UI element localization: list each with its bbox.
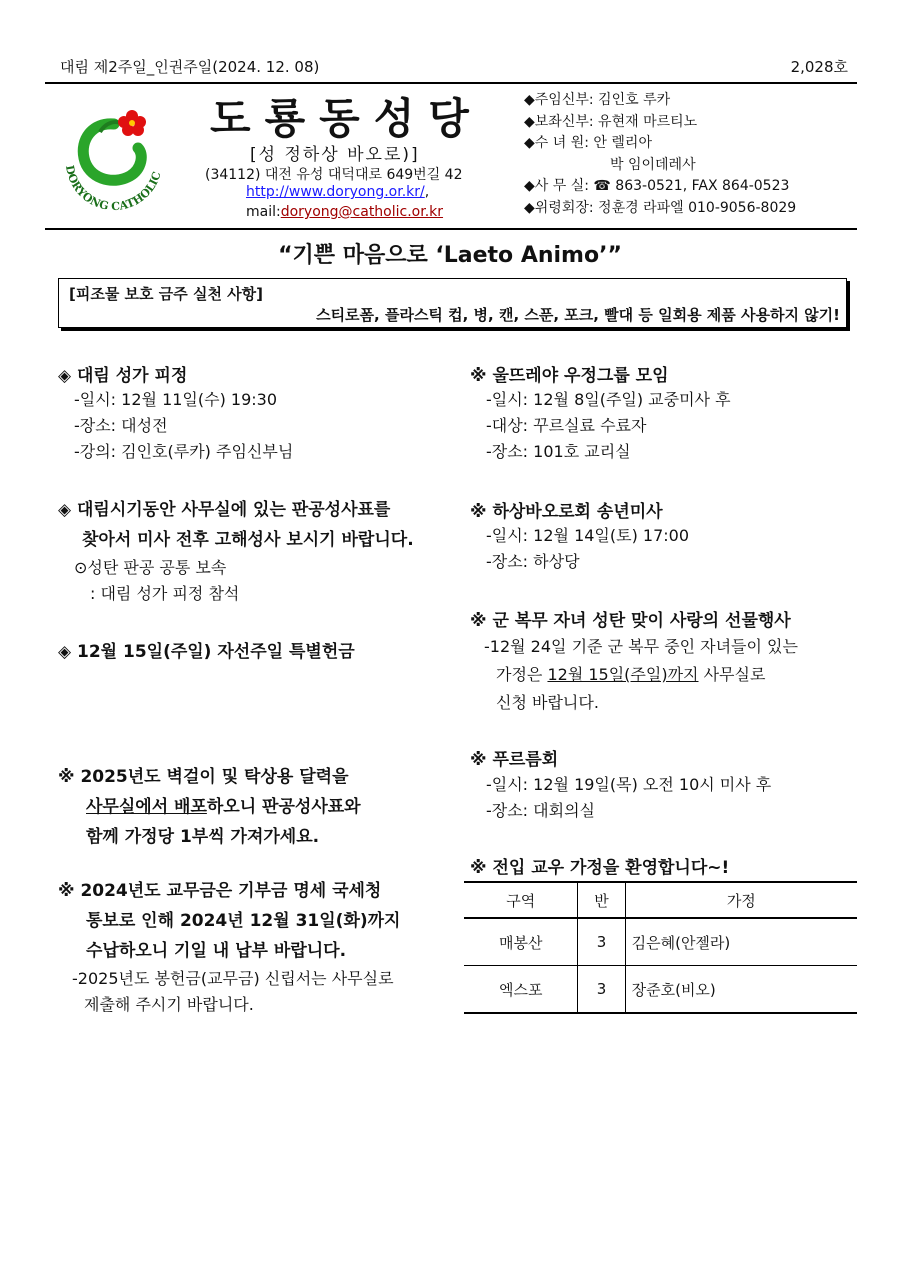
website-link[interactable]: http://www.doryong.or.kr/ — [246, 184, 425, 200]
left-s1-title: ◈ 대림 성가 피정 — [58, 366, 188, 386]
staff-list — [524, 90, 796, 219]
issue-number: 2,028호 — [790, 58, 848, 76]
parish-address: (34112) 대전 유성 대덕대로 649번길 42 — [205, 167, 463, 183]
right-s5-title: ※ 전입 교우 가정을 환영합니다~! — [470, 858, 730, 878]
staff-sisters: ◆수 녀 원: 안 렐리아 — [524, 135, 652, 151]
right-s4-title: ※ 푸르름회 — [470, 750, 559, 770]
svg-text:DORYONG CATHOLIC: DORYONG CATHOLIC — [62, 164, 164, 214]
left-s5-body: -2025년도 봉헌금(교무금) 신립서는 사무실로 제출해 주시기 바랍니다. — [72, 969, 394, 1014]
table-cell: 매봉산 — [464, 918, 578, 966]
table-header-cell: 가정 — [625, 882, 857, 918]
table-row — [464, 966, 857, 1014]
table-cell: 엑스포 — [464, 966, 578, 1014]
website-suffix: , — [424, 184, 430, 200]
right-s3-title: ※ 군 복무 자녀 성탄 맞이 사랑의 선물행사 — [470, 611, 791, 631]
motto: “기쁜 마음으로 ‘Laeto Animo’” — [278, 243, 622, 268]
notice-title: [피조물 보호 금주 실천 사항] — [69, 285, 263, 303]
website-line — [246, 184, 429, 200]
staff-assistant: ◆보좌신부: 유현재 마르티노 — [524, 113, 698, 130]
issue-line — [60, 56, 848, 77]
left-s2-title: ◈ 대림시기동안 사무실에 있는 판공성사표를 찾아서 미사 전후 고해성사 보시기 바랍니다. — [58, 500, 414, 550]
staff-pastor: ◆주임신부: 김인호 루카 — [524, 92, 671, 108]
right-s3-body: -12월 24일 기준 군 복무 중인 자녀들이 있는 가정은 12월 15일(주일)까지 사무실로 신청 바랍니다. — [484, 637, 798, 712]
table-cell: 장준호(비오) — [625, 966, 857, 1014]
staff-office: ◆사 무 실: ☎ 863-0521, FAX 864-0523 — [524, 178, 790, 194]
mail-label: mail: — [246, 204, 281, 220]
table-cell: 3 — [578, 966, 625, 1014]
parish-logo — [52, 92, 177, 217]
notice-box — [58, 278, 847, 328]
table-row — [464, 918, 857, 966]
staff-condolence: ◆위령회장: 정훈경 라파엘 010-9056-8029 — [524, 199, 797, 216]
table-header-cell: 반 — [578, 882, 625, 918]
table-header-cell: 구역 — [464, 882, 578, 918]
left-s1-body: -일시: 12월 11일(수) 19:30 -장소: 대성전 -강의: 김인호(루카) 주임신부님 — [74, 390, 294, 461]
header-divider-top — [45, 82, 857, 84]
right-s4-body: -일시: 12월 19일(목) 오전 10시 미사 후 -장소: 대회의실 — [486, 775, 772, 820]
staff-sisters-2: 박 임이데레사 — [610, 156, 696, 173]
left-s4: ※ 2025년도 벽걸이 및 탁상용 달력을 사무실에서 배포하오니 판공성사표와 함께 가정당 1부씩 가져가세요. — [58, 767, 361, 847]
left-s3-title: ◈ 12월 15일(주일) 자선주일 특별헌금 — [58, 642, 355, 662]
issue-date: 대림 제2주일_인권주일(2024. 12. 08) — [60, 58, 320, 76]
table-cell: 김은혜(안젤라) — [625, 918, 857, 966]
mail-line — [246, 204, 443, 220]
table-cell: 3 — [578, 918, 625, 966]
mail-link[interactable]: doryong@catholic.or.kr — [280, 204, 444, 220]
header-divider-bottom — [45, 228, 857, 230]
parish-patron: [성 정하상 바오로)] — [250, 145, 420, 165]
left-s5-title: ※ 2024년도 교무금은 기부금 명세 국세청 통보로 인해 2024년 12월 31일(화)까지 수납하오니 기일 내 납부 바랍니다. — [58, 881, 401, 961]
parish-title: 도룡동성당 — [210, 94, 483, 143]
notice-text: 스티로폼, 플라스틱 컵, 병, 캔, 스푼, 포크, 빨대 등 일회용 제품 사용하지 않기! — [316, 306, 840, 324]
right-s2-title: ※ 하상바오로회 송년미사 — [470, 502, 663, 522]
welcome-table — [464, 881, 857, 1014]
table-header-row — [464, 882, 857, 918]
rose-icon — [118, 110, 146, 136]
right-s1-title: ※ 울뜨레야 우정그룹 모임 — [470, 366, 669, 386]
right-s1-body: -일시: 12월 8일(주일) 교중미사 후 -대상: 꾸르실료 수료자 -장소: 101호 교리실 — [486, 390, 731, 461]
right-s2-body: -일시: 12월 14일(토) 17:00 -장소: 하상당 — [486, 526, 690, 571]
left-s2-body: ⊙성탄 판공 공통 보속 : 대림 성가 피정 참석 — [74, 558, 240, 603]
